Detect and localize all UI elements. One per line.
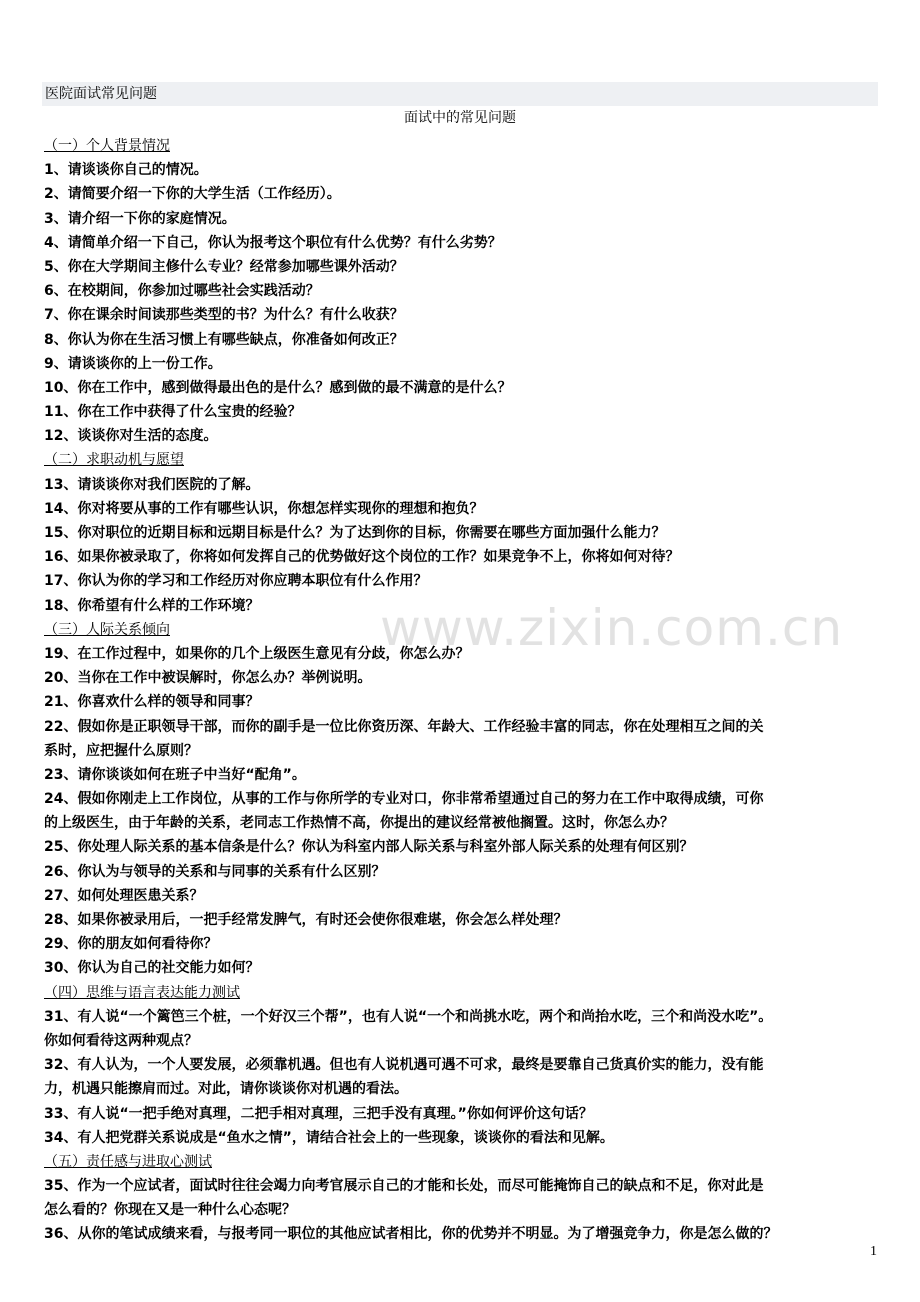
question-line: 25、你处理人际关系的基本信条是什么？你认为科室内部人际关系与科室外部人际关系的处理有何区别？ (44, 839, 694, 856)
section-heading: （四）思维与语言表达能力测试 (44, 984, 240, 1001)
question-line: 的上级医生，由于年龄的关系，老同志工作热情不高，你提出的建议经常被他搁置。这时，你怎么办？ (44, 815, 674, 832)
question-line: 23、请你谈谈如何在班子中当好“配角”。 (44, 766, 306, 783)
question-line: 35、作为一个应试者，面试时往往会竭力向考官展示自己的才能和长处，而尽可能掩饰自己的缺点和不足，你对此是 (44, 1178, 764, 1195)
question-line: 31、有人说“一个篱笆三个桩，一个好汉三个帮”，也有人说“一个和尚挑水吃，两个和尚抬水吃，三个和尚没水吃”。 (44, 1008, 773, 1025)
document-header: 医院面试常见问题 (45, 86, 157, 102)
question-line: 22、假如你是正职领导干部，而你的副手是一位比你资历深、年龄大、工作经验丰富的同志，你在处理相互之间的关 (44, 718, 764, 735)
question-line: 4、请简单介绍一下自己，你认为报考这个职位有什么优势？有什么劣势？ (44, 234, 502, 251)
question-line: 29、你的朋友如何看待你？ (44, 936, 218, 953)
question-line: 5、你在大学期间主修什么专业？经常参加哪些课外活动？ (44, 258, 404, 275)
question-line: 27、如何处理医患关系？ (44, 887, 204, 904)
question-line: 33、有人说“一把手绝对真理，二把手相对真理，三把手没有真理。”你如何评价这句话？ (44, 1105, 593, 1122)
question-line: 8、你认为你在生活习惯上有哪些缺点，你准备如何改正？ (44, 331, 404, 348)
question-line: 30、你认为自己的社交能力如何？ (44, 960, 260, 977)
question-line: 力，机遇只能擦肩而过。对此，请你谈谈你对机遇的看法。 (44, 1081, 408, 1098)
question-line: 12、谈谈你对生活的态度。 (44, 428, 218, 445)
question-line: 28、如果你被录用后，一把手经常发脾气，有时还会使你很难堪，你会怎么样处理？ (44, 912, 568, 928)
question-line: 34、有人把党群关系说成是“鱼水之情”，请结合社会上的一些现象，谈谈你的看法和见解。 (44, 1129, 614, 1146)
question-line: 11、你在工作中获得了什么宝贵的经验？ (44, 404, 302, 421)
question-line: 怎么看的？你现在又是一种什么心态呢？ (44, 1202, 296, 1219)
question-line: 15、你对职位的近期目标和远期目标是什么？为了达到你的目标，你需要在哪些方面加强什么能力？ (44, 525, 666, 541)
question-line: 24、假如你刚走上工作岗位，从事的工作与你所学的专业对口，你非常希望通过自己的努力在工作中取得成绩，可你 (44, 791, 764, 808)
question-line: 32、有人认为，一个人要发展，必须靠机遇。但也有人说机遇可遇不可求，最终是要靠自己货真价实的能力，没有能 (44, 1057, 764, 1074)
question-line: 14、你对将要从事的工作有哪些认识，你想怎样实现你的理想和抱负？ (44, 500, 484, 517)
question-line: 21、你喜欢什么样的领导和同事？ (44, 694, 260, 711)
question-line: 10、你在工作中，感到做得最出色的是什么？感到做的最不满意的是什么？ (44, 379, 512, 396)
question-line: 18、你希望有什么样的工作环境？ (44, 597, 260, 614)
watermark: www.zixin.com.cn (380, 599, 844, 657)
document-title: 面试中的常见问题 (404, 110, 516, 126)
question-list (44, 134, 879, 1247)
section-heading: （三）人际关系倾向 (44, 621, 170, 638)
section-heading: （一）个人背景情况 (44, 138, 170, 154)
section-heading: （五）责任感与进取心测试 (44, 1153, 212, 1170)
question-line: 17、你认为你的学习和工作经历对你应聘本职位有什么作用？ (44, 573, 428, 590)
section-heading: （二）求职动机与愿望 (44, 452, 184, 469)
question-line: 9、请谈谈你的上一份工作。 (44, 355, 222, 372)
question-line: 你如何看待这两种观点？ (44, 1032, 198, 1049)
question-line: 3、请介绍一下你的家庭情况。 (44, 210, 236, 227)
question-line: 36、从你的笔试成绩来看，与报考同一职位的其他应试者相比，你的优势并不明显。为了增强竞争力，你是怎么做的？ (44, 1226, 778, 1243)
question-line: 20、当你在工作中被误解时，你怎么办？举例说明。 (44, 670, 372, 687)
header-band (42, 82, 878, 106)
question-line: 系时，应把握什么原则？ (44, 742, 198, 759)
question-line: 6、在校期间，你参加过哪些社会实践活动？ (44, 283, 320, 300)
question-line: 1、请谈谈你自己的情况。 (44, 162, 208, 179)
question-line: 2、请简要介绍一下你的大学生活（工作经历）。 (44, 186, 341, 203)
page-number: 1 (870, 1244, 877, 1259)
question-line: 13、请谈谈你对我们医院的了解。 (44, 476, 260, 493)
question-line: 19、在工作过程中，如果你的几个上级医生意见有分歧，你怎么办？ (44, 645, 470, 662)
question-line: 16、如果你被录取了，你将如何发挥自己的优势做好这个岗位的工作？如果竞争不上，你将如何对待？ (44, 549, 680, 566)
question-line: 26、你认为与领导的关系和与同事的关系有什么区别？ (44, 863, 386, 880)
question-line: 7、你在课余时间读那些类型的书？为什么？有什么收获？ (44, 307, 404, 324)
